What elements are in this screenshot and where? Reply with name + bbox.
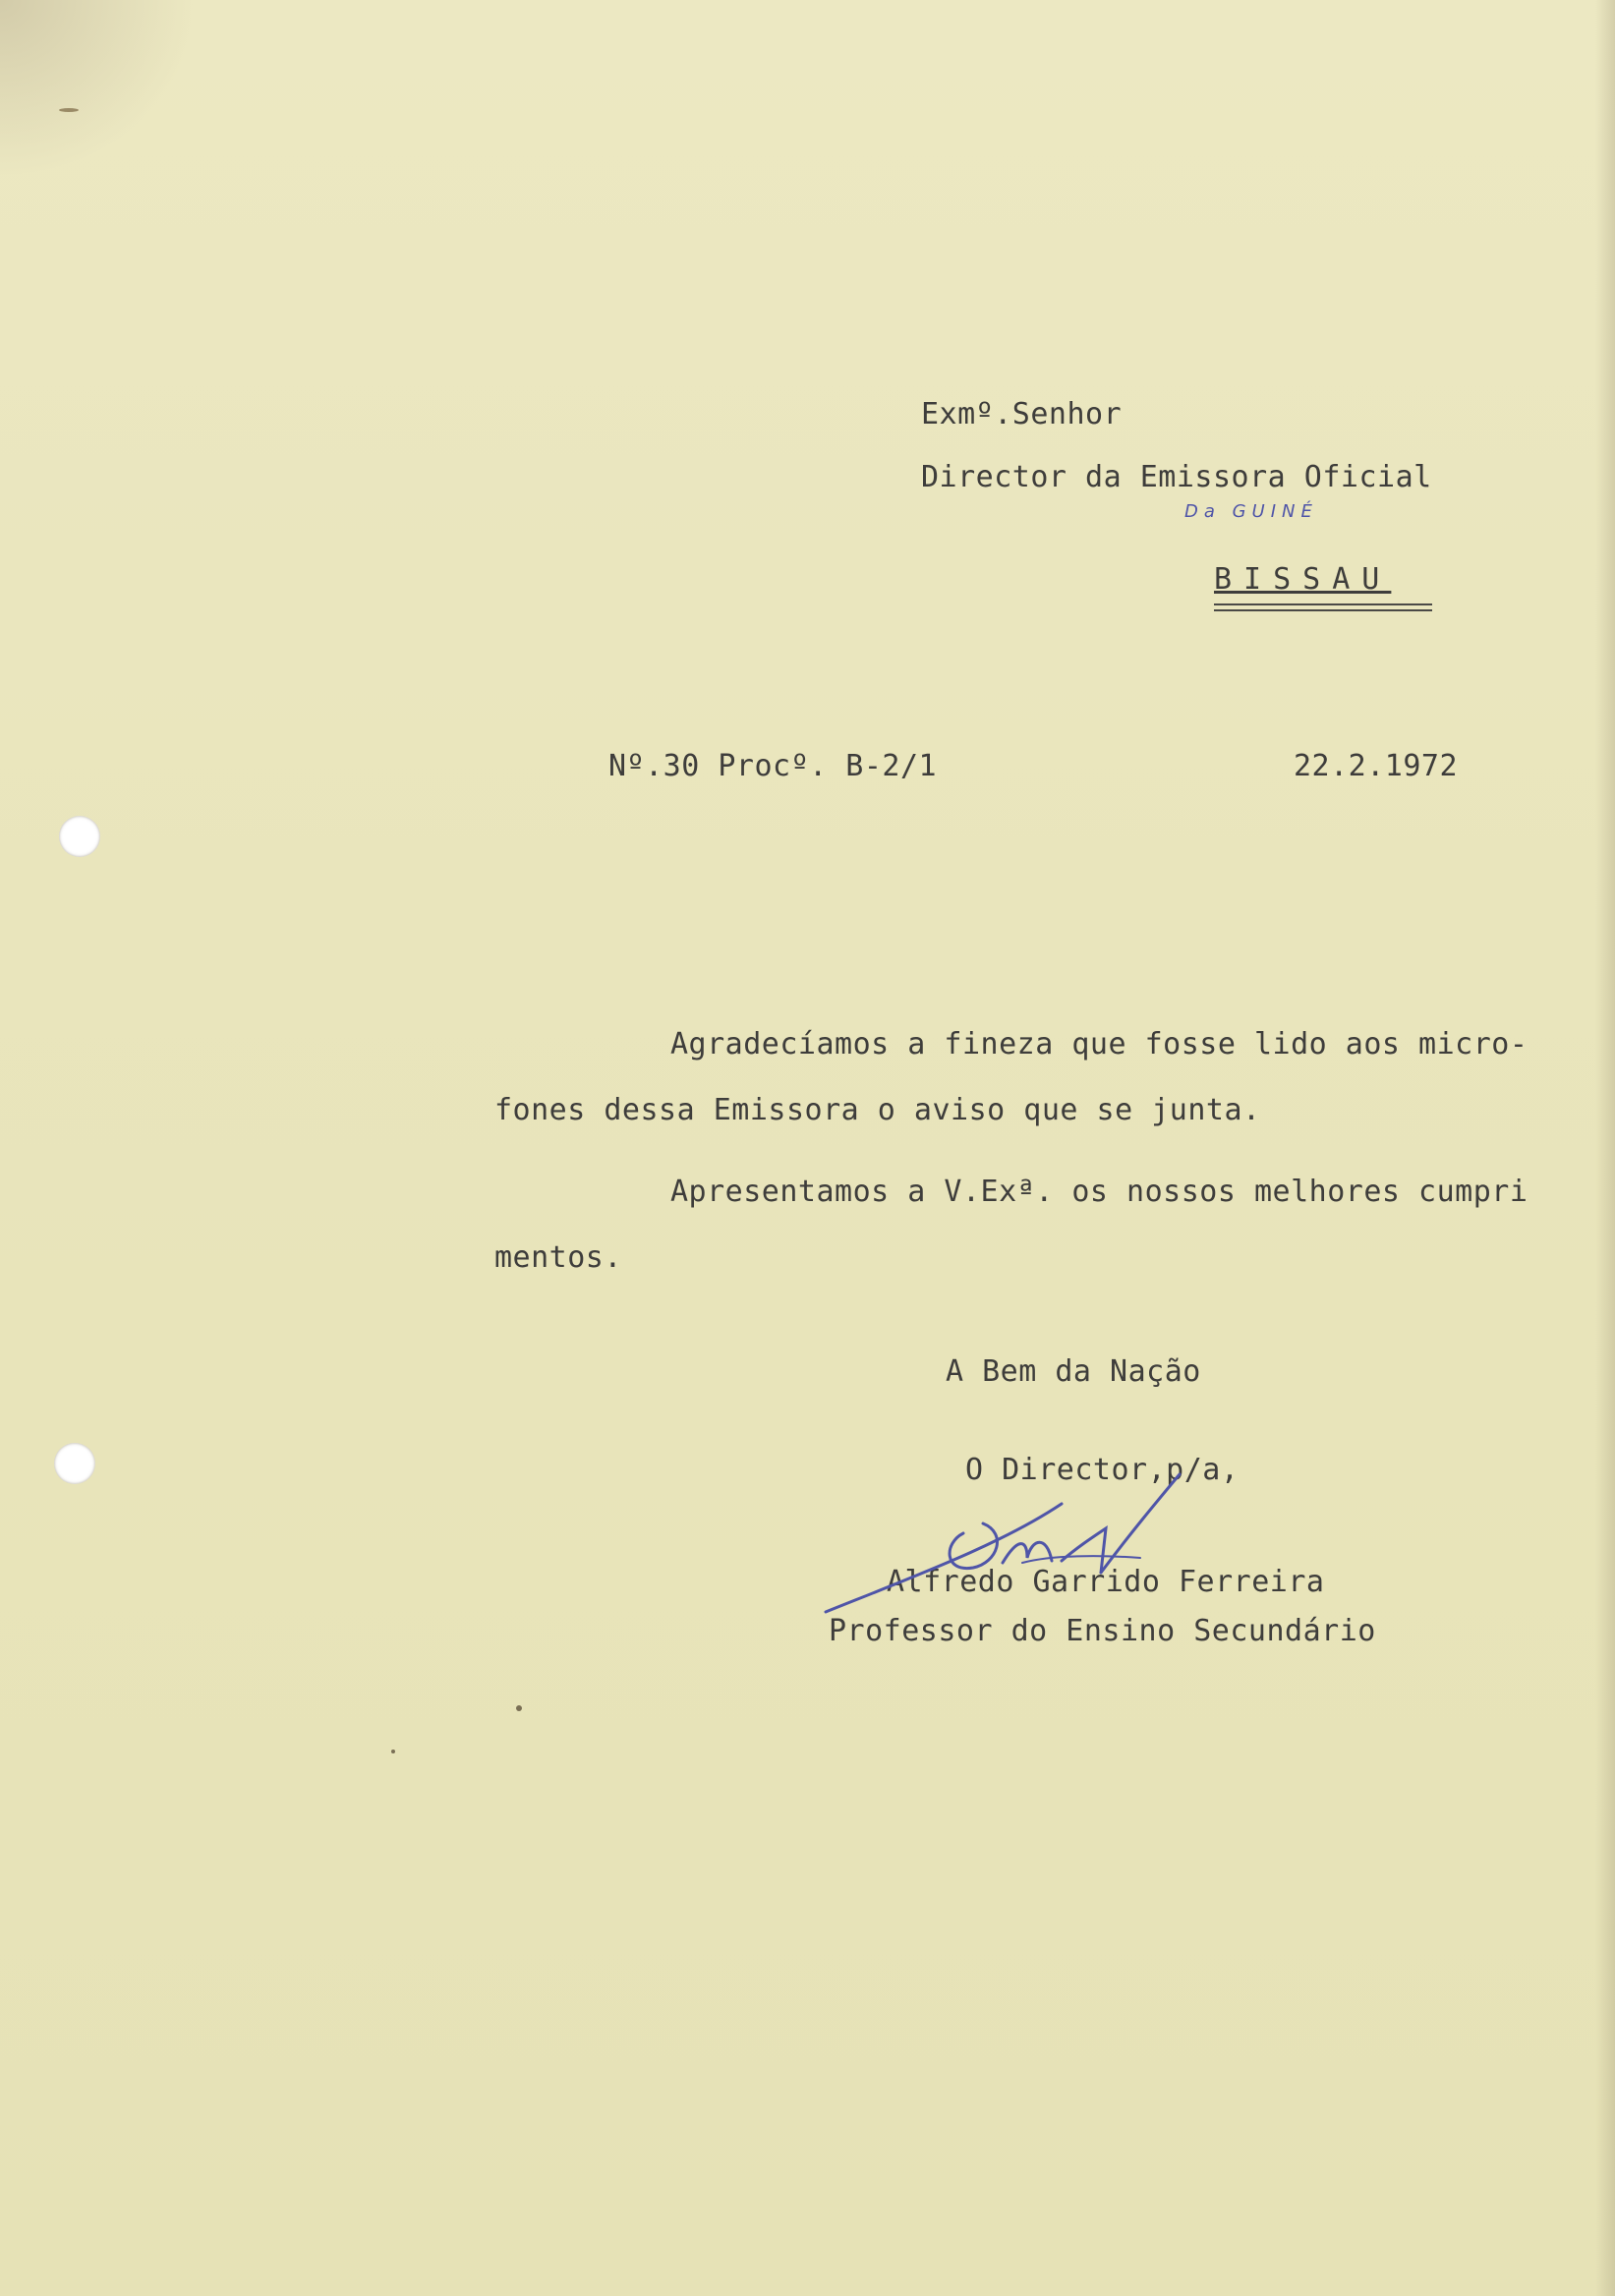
signatory-position: Professor do Ensino Secundário xyxy=(829,1614,1376,1648)
paper-edge-shadow xyxy=(1595,0,1615,2296)
reference-number: Nº.30 Procº. B-2/1 xyxy=(608,749,938,783)
reference-date: 22.2.1972 xyxy=(1294,749,1459,783)
recipient-title: Director da Emissora Oficial xyxy=(921,460,1432,494)
body-paragraph-2-line-2: mentos. xyxy=(494,1240,622,1275)
punch-hole-lower xyxy=(54,1443,95,1484)
closing-motto: A Bem da Nação xyxy=(946,1354,1201,1389)
punch-hole-upper xyxy=(59,816,100,857)
signatory-role: O Director,p/a, xyxy=(965,1453,1240,1487)
recipient-city: BISSAU xyxy=(1214,562,1392,597)
body-paragraph-1-line-1: Agradecíamos a fineza que fosse lido aos micro- xyxy=(670,1027,1528,1062)
paper-speck xyxy=(59,108,79,112)
handwritten-note: Da GUINÉ xyxy=(1184,501,1318,522)
paper-speck xyxy=(391,1750,395,1753)
city-double-underline xyxy=(1214,603,1432,611)
signatory-name: Alfredo Garrido Ferreira xyxy=(887,1565,1325,1599)
body-paragraph-1-line-2: fones dessa Emissora o aviso que se junta. xyxy=(494,1093,1261,1127)
corner-stain xyxy=(0,0,197,177)
recipient-salutation: Exmº.Senhor xyxy=(921,397,1123,431)
paper-speck xyxy=(516,1705,522,1711)
body-paragraph-2-line-1: Apresentamos a V.Exª. os nossos melhores cumpri xyxy=(670,1175,1528,1209)
handwritten-signature xyxy=(806,1445,1258,1651)
